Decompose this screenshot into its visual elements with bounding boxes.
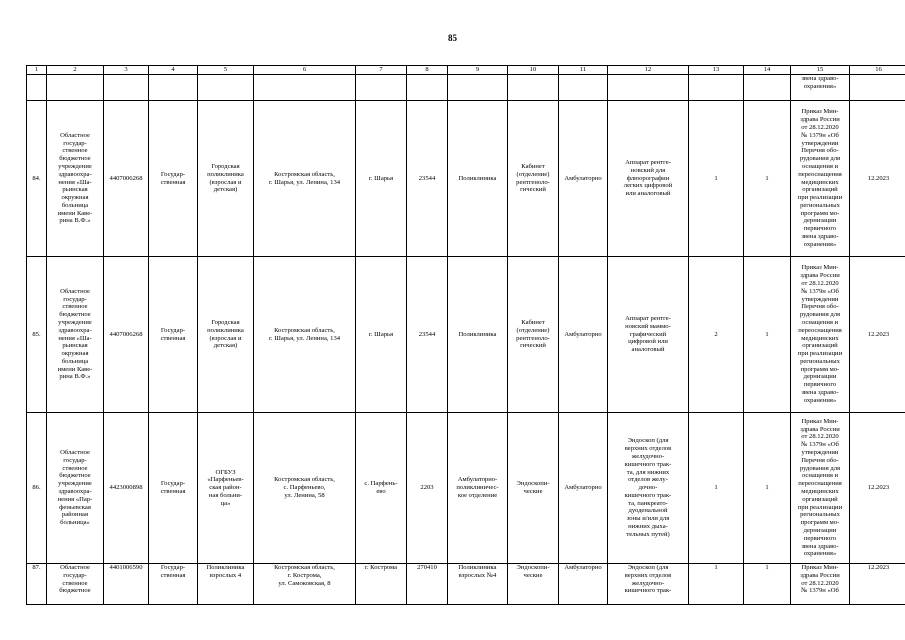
unit-cell: Городская поликлиника (взрослая и детская): [198, 257, 254, 413]
quantity-cell: 1: [689, 413, 744, 564]
condition-cell: Амбулаторно: [559, 564, 608, 605]
basis-cell: Приказ Мин- здрава России от 28.12.2020 № 1379н «Об утверждении Перечня обо- рудования для оснащения и переоснащения медицинских организаций при реализации региональных программ мо- дернизации первичного звена здраво- охранения»: [791, 101, 850, 257]
row-number: 87.: [27, 564, 47, 605]
quantity-cell: 1: [744, 257, 791, 413]
address-cell: Костромская область, г. Шарья, ул. Ленина, 134: [254, 257, 356, 413]
col-header: 5: [198, 66, 254, 75]
basis-cell: звена здраво- охранения»: [791, 75, 850, 101]
settlement-cell: с. Парфень- ево: [356, 413, 407, 564]
organization-cell: Областное государ- ственное бюджетное: [47, 564, 104, 605]
cabinet-cell: Кабинет (отделение) рентгеноло- гический: [508, 101, 559, 257]
col-header: 8: [407, 66, 448, 75]
col-header: 2: [47, 66, 104, 75]
population-cell: 23544: [407, 101, 448, 257]
row-number: 84.: [27, 101, 47, 257]
population-cell: 23544: [407, 257, 448, 413]
unit-cell: ОГБУЗ «Парфеньев- ская район- ная больни- ца»: [198, 413, 254, 564]
col-header: 14: [744, 66, 791, 75]
cabinet-cell: Эндоскопи- ческие: [508, 564, 559, 605]
col-header: 9: [448, 66, 508, 75]
address-cell: Костромская область, г. Кострома, ул. Самоковская, 8: [254, 564, 356, 605]
quantity-cell: 1: [744, 101, 791, 257]
col-header: 7: [356, 66, 407, 75]
cabinet-cell: Эндоскопи- ческие: [508, 413, 559, 564]
quantity-cell: 1: [744, 413, 791, 564]
equipment-cell: Аппарат рентге- новский маммо- графический цифровой или аналоговый: [608, 257, 689, 413]
condition-cell: Амбулаторно: [559, 413, 608, 564]
col-header: 1: [27, 66, 47, 75]
settlement-cell: г. Шарья: [356, 257, 407, 413]
basis-cell: Приказ Мин- здрава России от 28.12.2020 № 1379н «Об утверждении Перечня обо- рудования для оснащения и переоснащения медицинских организаций при реализации региональных программ мо- дернизации первичного звена здраво- охранения»: [791, 257, 850, 413]
settlement-cell: г. Шарья: [356, 101, 407, 257]
equipment-cell: Аппарат рентге- новский для флюорографии легких цифровой или аналоговый: [608, 101, 689, 257]
address-cell: Костромская область, г. Шарья, ул. Ленина, 134: [254, 101, 356, 257]
organization-cell: Областное государ- ственное бюджетное учреждение здравоохра- нения «Пар- феньевская районная больница»: [47, 413, 104, 564]
inn-cell: 4423000898: [104, 413, 149, 564]
cabinet-cell: Кабинет (отделение) рентгеноло- гический: [508, 257, 559, 413]
row-number: 86.: [27, 413, 47, 564]
division-cell: Поликлиника: [448, 101, 508, 257]
ownership-cell: Государ- ственная: [149, 413, 198, 564]
date-cell: 12.2023: [850, 257, 905, 413]
quantity-cell: 1: [689, 564, 744, 605]
equipment-table: [26, 65, 905, 605]
inn-cell: 4407006268: [104, 257, 149, 413]
settlement-cell: г. Кострома: [356, 564, 407, 605]
ownership-cell: Государ- ственная: [149, 101, 198, 257]
col-header: 11: [559, 66, 608, 75]
col-header: 15: [791, 66, 850, 75]
condition-cell: Амбулаторно: [559, 101, 608, 257]
address-cell: Костромская область, с. Парфеньево, ул. Ленина, 58: [254, 413, 356, 564]
organization-cell: Областное государ- ственное бюджетное учреждение здравоохра- нения «Ша- рьинская окружная больница имени Каве- рина В.Ф.»: [47, 101, 104, 257]
continuation-row: [27, 75, 905, 101]
unit-cell: Поликлиника взрослых 4: [198, 564, 254, 605]
header-row: [27, 66, 905, 75]
col-header: 10: [508, 66, 559, 75]
col-header: 12: [608, 66, 689, 75]
col-header: 4: [149, 66, 198, 75]
population-cell: 2203: [407, 413, 448, 564]
division-cell: Поликлиника взрослых №4: [448, 564, 508, 605]
basis-cell: Приказ Мин- здрава России от 28.12.2020 № 1379н «Об утверждении Перечня обо- рудования для оснащения и переоснащения медицинских организаций при реализации региональных программ мо- дернизации первичного звена здраво- охранения»: [791, 413, 850, 564]
date-cell: 12.2023: [850, 564, 905, 605]
row-number: 85.: [27, 257, 47, 413]
col-header: 16: [850, 66, 905, 75]
organization-cell: Областное государ- ственное бюджетное учреждение здравоохра- нения «Ша- рьинская окружная больница имени Каве- рина В.Ф.»: [47, 257, 104, 413]
equipment-cell: Эндоскоп (для верхних отделов желудочно- кишечного трак- та, для нижних отделов желу- дочно- кишечного трак- та, панкреато- дуоденальной зоны и/или для нижних дыха- тельных путей): [608, 413, 689, 564]
inn-cell: 4407006268: [104, 101, 149, 257]
table-row: [27, 413, 905, 564]
page-number: 85: [448, 33, 457, 43]
inn-cell: 4401006590: [104, 564, 149, 605]
quantity-cell: 2: [689, 257, 744, 413]
ownership-cell: Государ- ственная: [149, 564, 198, 605]
table-row: [27, 257, 905, 413]
col-header: 13: [689, 66, 744, 75]
population-cell: 270410: [407, 564, 448, 605]
col-header: 3: [104, 66, 149, 75]
basis-cell: Приказ Мин- здрава России от 28.12.2020 № 1379н «Об: [791, 564, 850, 605]
table-row: [27, 564, 905, 605]
table-row: [27, 101, 905, 257]
date-cell: 12.2023: [850, 101, 905, 257]
equipment-cell: Эндоскоп (для верхних отделов желудочно- кишечного трак-: [608, 564, 689, 605]
unit-cell: Городская поликлиника (взрослая и детская): [198, 101, 254, 257]
division-cell: Поликлиника: [448, 257, 508, 413]
date-cell: 12.2023: [850, 413, 905, 564]
condition-cell: Амбулаторно: [559, 257, 608, 413]
col-header: 6: [254, 66, 356, 75]
quantity-cell: 1: [744, 564, 791, 605]
quantity-cell: 1: [689, 101, 744, 257]
division-cell: Амбулаторно- поликлиничес- кое отделение: [448, 413, 508, 564]
ownership-cell: Государ- ственная: [149, 257, 198, 413]
